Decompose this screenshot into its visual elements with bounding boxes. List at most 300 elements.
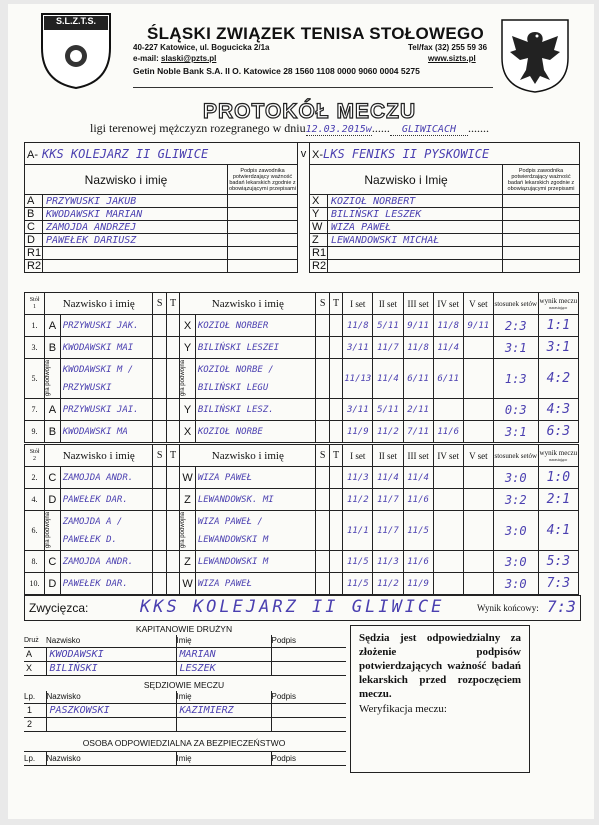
player-a-name: ZAMOJDA ANDR. [60,551,153,573]
header-divider [133,87,493,88]
captain-signature[interactable] [271,661,346,675]
player-x-name: WIZA PAWEŁ [195,573,316,595]
winner-value: KKS KOLEJARZ II GLIWICE [140,597,445,617]
set-ratio[interactable]: 1:3 [493,359,538,399]
stol-number: 2 [33,455,37,462]
set-ratio[interactable]: 2:3 [493,315,538,337]
col-name-x: Nazwisko i imię [180,445,316,467]
col-t-a: T [166,293,179,315]
referee-signature[interactable] [271,717,346,731]
team-x-name-header: Nazwisko i Imię [310,165,503,195]
team-a-name-header: Nazwisko i imię [25,165,228,195]
match-date: 12.03.2015w [305,124,372,135]
set-score-s4[interactable]: 11/4 [433,337,463,359]
player-a-name: PAWEŁEK DAR. [60,489,153,511]
games-table-1 [24,292,579,443]
player-x-code: W [180,573,196,595]
referee-surname [46,717,176,731]
player-row [25,195,580,208]
cell-t-a[interactable] [166,421,179,443]
captain-row [24,647,346,661]
gra-podwojna-label: gra podwójna [45,360,52,397]
player-a-code: D [25,234,43,247]
cell-s-x[interactable] [316,551,329,573]
match-result[interactable]: 2:1 [538,489,578,511]
match-result[interactable]: 5:3 [538,551,578,573]
set-score-s4[interactable] [433,399,463,421]
cell-s-x[interactable] [316,573,329,595]
set-score-s1[interactable]: 11/3 [343,467,373,489]
cell-s-a[interactable] [153,511,166,551]
gra-podwojna-label: gra podwójna [45,512,52,549]
player-a-name: PAWEŁEK DAR. [60,573,153,595]
player-x-code: R1 [310,247,328,260]
game-number: 4. [25,489,45,511]
player-row [25,260,580,273]
player-row [25,221,580,234]
referees-col-name: Imię [176,691,271,703]
col-s-x: S [316,445,329,467]
cell-t-x[interactable] [329,337,342,359]
stol-number: 1 [33,303,37,310]
player-a-name: PAWEŁEK DARIUSZ [43,234,228,247]
col-t-x: T [329,445,342,467]
player-x-code: Z [310,234,328,247]
player-x-code: W [310,221,328,234]
spacer [298,165,310,195]
player-x-name: WIZA PAWEŁ [328,221,503,234]
result-label: wynik meczu [539,449,578,457]
match-result[interactable]: 4:2 [538,359,578,399]
set-score-s4[interactable] [433,467,463,489]
referee-lp: 2 [24,717,46,731]
game-row [25,315,579,337]
set-score-s5[interactable] [463,467,493,489]
cell-t-a[interactable] [166,399,179,421]
captain-team: A [24,647,46,661]
cell-s-x[interactable] [316,315,329,337]
referee-row [24,717,346,731]
match-result[interactable]: 1:0 [538,467,578,489]
game-number: 8. [25,551,45,573]
cell-t-x[interactable] [329,467,342,489]
player-a-code: B [45,421,61,443]
cell-t-a[interactable] [166,467,179,489]
safety-col-sig: Podpis [271,752,346,766]
cell-s-x[interactable] [316,337,329,359]
set-score-s3[interactable]: 11/4 [403,467,433,489]
safety-title: OSOBA ODPOWIEDZIALNA ZA BEZPIECZEŃSTWO [82,738,286,748]
set-ratio[interactable]: 0:3 [493,399,538,421]
games-header-row [25,445,579,467]
set-score-s5[interactable] [463,573,493,595]
col-s-x: S [316,293,329,315]
set-score-s3[interactable]: 9/11 [403,315,433,337]
player-a-code: B [25,208,43,221]
safety-table [24,751,346,766]
player-x-signature[interactable] [503,247,580,260]
subtitle-prefix: ligi terenowej mężczyzn rozegranego w dniu [90,121,306,135]
col-set3: III set [403,445,433,467]
player-x-name: BILIŃSKI LESZEK [328,208,503,221]
set-score-s1[interactable]: 3/11 [343,399,373,421]
referee-name: KAZIMIERZ [176,703,271,717]
player-x-signature[interactable] [503,221,580,234]
set-ratio[interactable]: 3:1 [493,337,538,359]
cell-t-a[interactable] [166,315,179,337]
team-a-sig-header: Podpis zawodnika potwierdzający ważność badań lekarskich zgodnie z obowiązującymi przepisami [228,165,298,195]
cell-t-x[interactable] [329,573,342,595]
set-score-s2[interactable]: 11/4 [373,467,403,489]
spacer [298,208,310,221]
player-a-name: ZAMOJDA ANDRZEJ [43,221,228,234]
set-ratio[interactable]: 3:2 [493,489,538,511]
match-place: GLIWICACH [390,124,468,136]
set-score-s1[interactable]: 11/8 [343,315,373,337]
cell-s-x[interactable] [316,489,329,511]
cell-s-x[interactable] [316,467,329,489]
set-score-s1[interactable]: 11/5 [343,551,373,573]
player-a-signature[interactable] [228,221,298,234]
player-a-name [43,247,228,260]
set-score-s2[interactable]: 11/7 [373,489,403,511]
set-score-s5[interactable] [463,337,493,359]
referees-col-surname: Nazwisko [46,691,176,703]
safety-section [24,738,346,766]
player-a-code: C [25,221,43,234]
player-x-name: WIZA PAWEŁ / LEWANDOWSKI M [195,511,316,551]
cell-s-x[interactable] [316,399,329,421]
set-score-s1[interactable]: 11/9 [343,421,373,443]
col-name-a: Nazwisko i imię [45,293,153,315]
game-row [25,489,579,511]
game-number: 6. [25,511,45,551]
set-score-s1[interactable]: 11/5 [343,573,373,595]
set-score-s3[interactable]: 11/8 [403,337,433,359]
cell-s-x[interactable] [316,359,329,399]
cell-s-a[interactable] [153,551,166,573]
captain-surname: KWODAWSKI [46,647,176,661]
col-set5: V set [463,445,493,467]
result-sublabel: narastająco [549,457,568,462]
player-x-signature[interactable] [503,234,580,247]
set-ratio[interactable]: 3:0 [493,551,538,573]
set-score-s5[interactable] [463,399,493,421]
games-section-2 [24,444,579,595]
set-score-s2[interactable]: 5/11 [373,315,403,337]
cell-s-a[interactable] [153,399,166,421]
captain-signature[interactable] [271,647,346,661]
player-a-code: A [45,315,61,337]
players-body [25,195,580,273]
versus-label: v [298,143,310,165]
captains-body [24,647,346,675]
cell-t-a[interactable] [166,511,179,551]
www-link[interactable]: www.sizts.pl [428,54,476,63]
cell-s-a[interactable] [153,573,166,595]
set-score-s5[interactable] [463,489,493,511]
doubles-game-row [25,359,579,399]
player-a-name: KWODAWSKI MAI [60,337,153,359]
set-score-s4[interactable] [433,511,463,551]
player-a-code: B [45,337,61,359]
match-result[interactable]: 4:3 [538,399,578,421]
set-score-s4[interactable]: 11/6 [433,421,463,443]
set-score-s1[interactable]: 3/11 [343,337,373,359]
set-score-s1[interactable]: 11/13 [343,359,373,399]
set-score-s2[interactable]: 11/2 [373,421,403,443]
match-result[interactable]: 1:1 [538,315,578,337]
gra-podwojna-label: gra podwójna [180,512,187,549]
player-a-name: PRZYWUSKI JAKUB [43,195,228,208]
player-x-code: X [180,315,196,337]
games-header-row [25,293,579,315]
set-score-s3[interactable]: 2/11 [403,399,433,421]
player-a-name: KWODAWSKI M / PRZYWUSKI [60,359,153,399]
referees-col-lp: Lp. [24,691,46,703]
col-match-result [538,445,578,467]
player-a-name: KWODAWSKI MA [60,421,153,443]
cell-t-a[interactable] [166,337,179,359]
match-result[interactable]: 7:3 [538,573,578,595]
player-x-name: LEWANDOWSK. MI [195,489,316,511]
result-sublabel: narastająco [549,305,568,310]
cell-s-a[interactable] [153,421,166,443]
player-a-name: ZAMOJDA ANDR. [60,467,153,489]
col-table-no [25,445,45,467]
teams-section [24,142,580,273]
set-score-s5[interactable]: 9/11 [463,315,493,337]
player-x-code: Y [180,399,196,421]
set-ratio[interactable]: 3:0 [493,467,538,489]
spacer [298,260,310,273]
cell-s-a[interactable] [153,315,166,337]
player-x-signature[interactable] [503,195,580,208]
player-a-signature[interactable] [228,195,298,208]
set-score-s2[interactable]: 11/3 [373,551,403,573]
cell-t-x[interactable] [329,551,342,573]
cell-s-x[interactable] [316,511,329,551]
player-x-name: KOZIOŁ NORBERT [328,195,503,208]
game-number: 3. [25,337,45,359]
game-row [25,467,579,489]
player-x-name: KOZIOŁ NORBE / BILIŃSKI LEGU [195,359,316,399]
player-a-code: A [45,399,61,421]
player-x-code: Y [180,337,196,359]
result-label: wynik meczu [539,297,578,305]
cell-t-a[interactable] [166,489,179,511]
captain-surname: BILIŃSKI [46,661,176,675]
referee-name [176,717,271,731]
set-score-s2[interactable]: 11/4 [373,359,403,399]
player-a-signature[interactable] [228,260,298,273]
set-ratio[interactable]: 3:0 [493,573,538,595]
set-score-s4[interactable]: 11/8 [433,315,463,337]
stol-label: Stół [29,448,40,455]
team-x-cell [310,143,580,165]
set-score-s4[interactable] [433,489,463,511]
spacer [298,234,310,247]
games-section-1 [24,292,579,443]
set-ratio[interactable]: 3:0 [493,511,538,551]
col-set1: I set [343,293,373,315]
player-x-code: R2 [310,260,328,273]
match-protocol-page [8,4,594,819]
set-score-s2[interactable]: 11/2 [373,573,403,595]
szts-logo [40,12,112,90]
set-score-s2[interactable]: 11/7 [373,337,403,359]
player-a-name [43,260,228,273]
player-a-code: C [45,551,61,573]
spacer [298,221,310,234]
player-x-name: KOZIOŁ NORBER [195,315,316,337]
cell-t-a[interactable] [166,551,179,573]
col-set1: I set [343,445,373,467]
referee-signature[interactable] [271,703,346,717]
org-address: 40-227 Katowice, ul. Bogucicka 2/1a [133,43,270,52]
player-row [25,247,580,260]
silesian-eagle-crest [500,18,570,94]
match-result[interactable]: 6:3 [538,421,578,443]
email-link[interactable]: slaski@pzts.pl [161,54,217,63]
captains-section [24,624,346,676]
player-x-code: Y [310,208,328,221]
cell-t-a[interactable] [166,573,179,595]
set-score-s2[interactable]: 5/11 [373,399,403,421]
player-a-code: A [25,195,43,208]
cell-s-a[interactable] [153,467,166,489]
player-x-code: Z [180,489,196,511]
player-x-name: LEWANDOWSKI MICHAŁ [328,234,503,247]
cell-t-x[interactable] [329,359,342,399]
set-score-s1[interactable]: 11/1 [343,511,373,551]
captains-col-surname: Nazwisko [46,635,176,647]
spacer [298,195,310,208]
captain-row [24,661,346,675]
doubles-x-label [180,511,196,551]
player-a-signature[interactable] [228,208,298,221]
set-score-s3[interactable]: 7/11 [403,421,433,443]
teams-table [24,142,580,273]
captains-col-name: Imię [176,635,271,647]
game-row [25,337,579,359]
safety-col-name: Imię [176,752,271,766]
safety-col-surname: Nazwisko [46,752,176,766]
set-score-s5[interactable] [463,421,493,443]
player-a-code: R2 [25,260,43,273]
player-x-code: X [310,195,328,208]
game-row [25,399,579,421]
set-score-s3[interactable]: 6/11 [403,359,433,399]
safety-col-lp: Lp. [24,752,46,766]
player-a-code: D [45,489,61,511]
captains-col-sig: Podpis [271,635,346,647]
referees-table [24,691,346,732]
match-result[interactable]: 4:1 [538,511,578,551]
game-number: 5. [25,359,45,399]
captain-name: LESZEK [176,661,271,675]
notice-text: Sędzia jest odpowiedzialny za złożenie podpisów potwierdzających ważność badań lekarskich przed rozpoczęciem meczu. [359,632,521,700]
gra-podwojna-label: gra podwójna [180,360,187,397]
player-x-signature[interactable] [503,260,580,273]
cell-t-x[interactable] [329,421,342,443]
team-a-prefix: A- [27,148,38,161]
cell-s-x[interactable] [316,421,329,443]
set-score-s5[interactable] [463,359,493,399]
referee-surname: PASZKOWSKI [46,703,176,717]
games-table-2 [24,444,579,595]
game-number: 10. [25,573,45,595]
col-set2: II set [373,445,403,467]
cell-t-x[interactable] [329,489,342,511]
cell-t-a[interactable] [166,359,179,399]
col-set3: III set [403,293,433,315]
player-a-code: D [45,573,61,595]
set-ratio[interactable]: 3:1 [493,421,538,443]
game-number: 1. [25,315,45,337]
player-a-name: ZAMOJDA A / PAWEŁEK D. [60,511,153,551]
cell-t-x[interactable] [329,315,342,337]
match-result[interactable]: 3:1 [538,337,578,359]
player-x-name: LEWANDOWSKI M [195,551,316,573]
captain-team: X [24,661,46,675]
org-title: ŚLĄSKI ZWIĄZEK TENISA STOŁOWEGO [146,24,485,43]
player-x-signature[interactable] [503,208,580,221]
cell-t-x[interactable] [329,511,342,551]
notice-box [350,625,530,773]
player-a-signature[interactable] [228,247,298,260]
referees-title: SĘDZIOWIE MECZU [143,680,225,690]
game-row [25,421,579,443]
set-score-s3[interactable]: 11/6 [403,551,433,573]
set-score-s4[interactable] [433,551,463,573]
set-score-s4[interactable]: 6/11 [433,359,463,399]
set-score-s5[interactable] [463,551,493,573]
player-x-name [328,247,503,260]
col-s-a: S [153,293,166,315]
doubles-game-row [25,511,579,551]
stol-label: Stół [29,296,40,303]
referee-row [24,703,346,717]
document-subtitle: ligi terenowej mężczyzn rozegranego w dniu12.03.2015w...... GLIWICACH ....... [90,121,489,135]
col-name-a: Nazwisko i imię [45,445,153,467]
winner-row [24,595,581,621]
referee-lp: 1 [24,703,46,717]
org-telfax: Tel/fax (32) 255 59 36 [408,43,488,52]
col-t-a: T [166,445,179,467]
set-score-s3[interactable]: 11/5 [403,511,433,551]
player-a-signature[interactable] [228,234,298,247]
logo-text: S.L.Z.T.S. [55,16,96,26]
set-score-s2[interactable]: 11/7 [373,511,403,551]
player-a-code: R1 [25,247,43,260]
set-score-s3[interactable]: 11/6 [403,489,433,511]
set-score-s5[interactable] [463,511,493,551]
cell-s-a[interactable] [153,337,166,359]
cell-s-a[interactable] [153,359,166,399]
set-score-s1[interactable]: 11/2 [343,489,373,511]
final-score-label: Wynik końcowy: [477,603,539,613]
doubles-x-label [180,359,196,399]
cell-s-a[interactable] [153,489,166,511]
game-row [25,573,579,595]
player-row [25,234,580,247]
col-set-ratio: stosunek setów [493,445,538,467]
game-number: 9. [25,421,45,443]
cell-t-x[interactable] [329,399,342,421]
set-score-s3[interactable]: 11/9 [403,573,433,595]
set-score-s4[interactable] [433,573,463,595]
